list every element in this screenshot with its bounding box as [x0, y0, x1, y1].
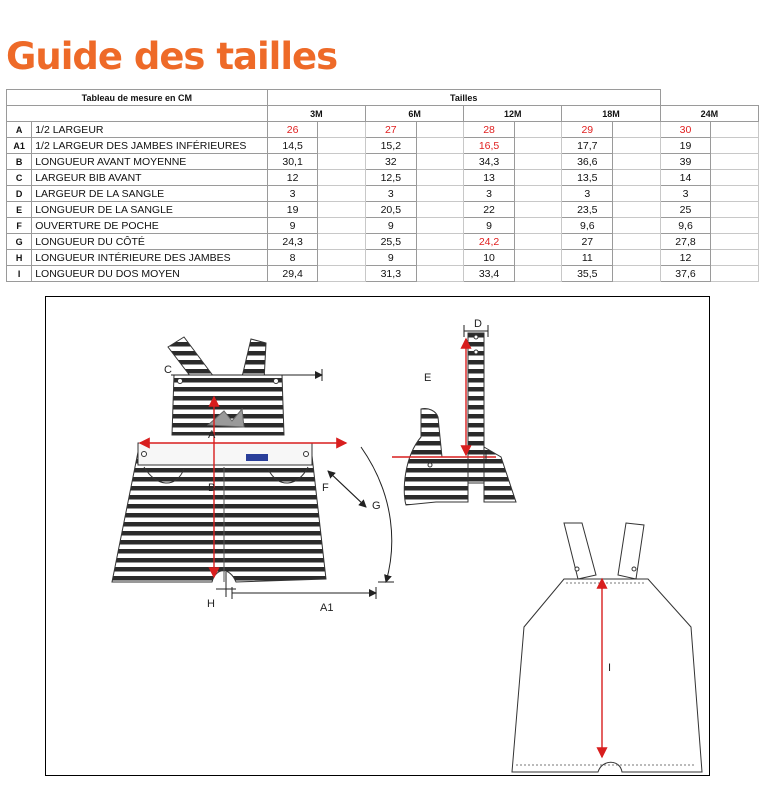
grid-cell [613, 266, 661, 282]
grid-cell [416, 266, 464, 282]
label-c: C [164, 364, 172, 376]
table-row [7, 234, 759, 250]
measure-value: 26 [267, 122, 318, 138]
grid-cell [711, 154, 759, 170]
measure-value: 25,5 [365, 234, 416, 250]
measure-value: 32 [365, 154, 416, 170]
size-columns-row [7, 106, 759, 122]
measure-value: 10 [464, 250, 515, 266]
grid-cell [514, 186, 562, 202]
grid-cell [514, 170, 562, 186]
grid-cell [318, 122, 366, 138]
grid-cell [514, 234, 562, 250]
measure-value: 29 [562, 122, 613, 138]
measure-value: 27 [562, 234, 613, 250]
measure-value: 35,5 [562, 266, 613, 282]
grid-cell [613, 186, 661, 202]
grid-cell [318, 266, 366, 282]
measure-value: 12,5 [365, 170, 416, 186]
size-table [6, 89, 759, 282]
measure-value: 9 [267, 218, 318, 234]
table-row [7, 218, 759, 234]
measure-name: LONGUEUR DU CÔTÉ [32, 234, 268, 250]
grid-cell [318, 202, 366, 218]
grid-cell [711, 122, 759, 138]
grid-cell [514, 202, 562, 218]
measure-name: LONGUEUR INTÉRIEURE DES JAMBES [32, 250, 268, 266]
grid-cell [318, 250, 366, 266]
measure-value: 24,2 [464, 234, 515, 250]
measure-value: 13,5 [562, 170, 613, 186]
table-row [7, 138, 759, 154]
grid-cell [711, 234, 759, 250]
grid-cell [613, 234, 661, 250]
measure-value: 9 [365, 250, 416, 266]
label-i: I [608, 662, 612, 674]
measure-value: 3 [562, 186, 613, 202]
grid-cell [514, 138, 562, 154]
measure-value: 28 [464, 122, 515, 138]
grid-cell [318, 170, 366, 186]
measure-code: D [7, 186, 32, 202]
grid-cell [711, 202, 759, 218]
measure-name: LARGEUR BIB AVANT [32, 170, 268, 186]
measure-value: 14,5 [267, 138, 318, 154]
size-column-header: 18M [562, 106, 660, 122]
size-column-header: 12M [464, 106, 562, 122]
grid-cell [613, 218, 661, 234]
measure-code: E [7, 202, 32, 218]
measure-value: 3 [660, 186, 711, 202]
grid-cell [613, 138, 661, 154]
measure-value: 19 [267, 202, 318, 218]
measure-value: 16,5 [464, 138, 515, 154]
measure-value: 9 [464, 218, 515, 234]
grid-cell [318, 186, 366, 202]
measure-value: 9,6 [660, 218, 711, 234]
measure-value: 24,3 [267, 234, 318, 250]
measure-name: 1/2 LARGEUR DES JAMBES INFÉRIEURES [32, 138, 268, 154]
back-view-drawing [512, 523, 702, 772]
measure-code: F [7, 218, 32, 234]
grid-cell [711, 170, 759, 186]
measure-value: 13 [464, 170, 515, 186]
measure-code: A1 [7, 138, 32, 154]
label-d: D [474, 318, 482, 330]
diagram-svg [46, 297, 711, 777]
blank-header-cell [7, 106, 268, 122]
grid-cell [416, 218, 464, 234]
measure-value: 36,6 [562, 154, 613, 170]
table-row [7, 122, 759, 138]
measure-value: 3 [464, 186, 515, 202]
table-header-row [7, 90, 759, 106]
measure-value: 8 [267, 250, 318, 266]
size-column-header: 24M [660, 106, 758, 122]
measure-value: 9 [365, 218, 416, 234]
grid-cell [416, 170, 464, 186]
measure-value: 29,4 [267, 266, 318, 282]
grid-cell [514, 266, 562, 282]
label-h: H [207, 598, 215, 610]
measure-value: 3 [267, 186, 318, 202]
grid-cell [416, 138, 464, 154]
side-view-drawing [392, 318, 516, 505]
grid-cell [711, 250, 759, 266]
measure-value: 34,3 [464, 154, 515, 170]
measure-name: LONGUEUR DE LA SANGLE [32, 202, 268, 218]
measure-value: 3 [365, 186, 416, 202]
table-row [7, 266, 759, 282]
measure-value: 19 [660, 138, 711, 154]
measure-value: 15,2 [365, 138, 416, 154]
measure-value: 17,7 [562, 138, 613, 154]
grid-cell [613, 202, 661, 218]
label-a1: A1 [320, 602, 334, 614]
measure-value: 30,1 [267, 154, 318, 170]
garment-diagram [45, 296, 710, 776]
grid-cell [711, 218, 759, 234]
measure-code: I [7, 266, 32, 282]
grid-cell [318, 218, 366, 234]
page-title: Guide des tailles [6, 35, 338, 78]
grid-cell [711, 138, 759, 154]
grid-cell [613, 154, 661, 170]
grid-cell [416, 186, 464, 202]
grid-cell [318, 154, 366, 170]
grid-cell [711, 266, 759, 282]
measure-name: 1/2 LARGEUR [32, 122, 268, 138]
measure-name: OUVERTURE DE POCHE [32, 218, 268, 234]
label-g: G [372, 500, 381, 512]
grid-cell [416, 202, 464, 218]
measure-name: LARGEUR DE LA SANGLE [32, 186, 268, 202]
measure-value: 25 [660, 202, 711, 218]
measure-value: 12 [660, 250, 711, 266]
size-column-header: 3M [267, 106, 365, 122]
grid-cell [514, 218, 562, 234]
label-b: B [208, 482, 216, 494]
grid-cell [613, 170, 661, 186]
grid-cell [416, 122, 464, 138]
front-romper-drawing [112, 337, 326, 582]
measure-value: 9,6 [562, 218, 613, 234]
measure-value: 11 [562, 250, 613, 266]
grid-cell [613, 122, 661, 138]
measure-code: G [7, 234, 32, 250]
measure-name: LONGUEUR DU DOS MOYEN [32, 266, 268, 282]
measure-code: H [7, 250, 32, 266]
measure-value: 27,8 [660, 234, 711, 250]
measure-value: 31,3 [365, 266, 416, 282]
grid-cell [514, 154, 562, 170]
measure-value: 20,5 [365, 202, 416, 218]
measure-value: 33,4 [464, 266, 515, 282]
measure-value: 22 [464, 202, 515, 218]
measure-value: 14 [660, 170, 711, 186]
size-column-header: 6M [365, 106, 463, 122]
measure-code: B [7, 154, 32, 170]
grid-cell [613, 250, 661, 266]
grid-cell [711, 186, 759, 202]
grid-cell [416, 250, 464, 266]
grid-cell [318, 234, 366, 250]
table-row [7, 186, 759, 202]
table-row [7, 202, 759, 218]
grid-cell [514, 250, 562, 266]
grid-cell [514, 122, 562, 138]
label-f: F [322, 482, 329, 494]
grid-cell [416, 234, 464, 250]
measure-value: 12 [267, 170, 318, 186]
measure-code: C [7, 170, 32, 186]
measure-code: A [7, 122, 32, 138]
measure-value: 27 [365, 122, 416, 138]
table-row [7, 250, 759, 266]
measure-value: 30 [660, 122, 711, 138]
sizes-header: Tailles [267, 90, 660, 106]
measure-name: LONGUEUR AVANT MOYENNE [32, 154, 268, 170]
label-a: A [208, 429, 216, 441]
table-corner-label: Tableau de mesure en CM [7, 90, 268, 106]
grid-cell [318, 138, 366, 154]
table-row [7, 170, 759, 186]
measure-value: 37,6 [660, 266, 711, 282]
grid-cell [416, 154, 464, 170]
measure-value: 23,5 [562, 202, 613, 218]
header-filler [660, 90, 758, 106]
label-e: E [424, 372, 432, 384]
measure-value: 39 [660, 154, 711, 170]
table-row [7, 154, 759, 170]
